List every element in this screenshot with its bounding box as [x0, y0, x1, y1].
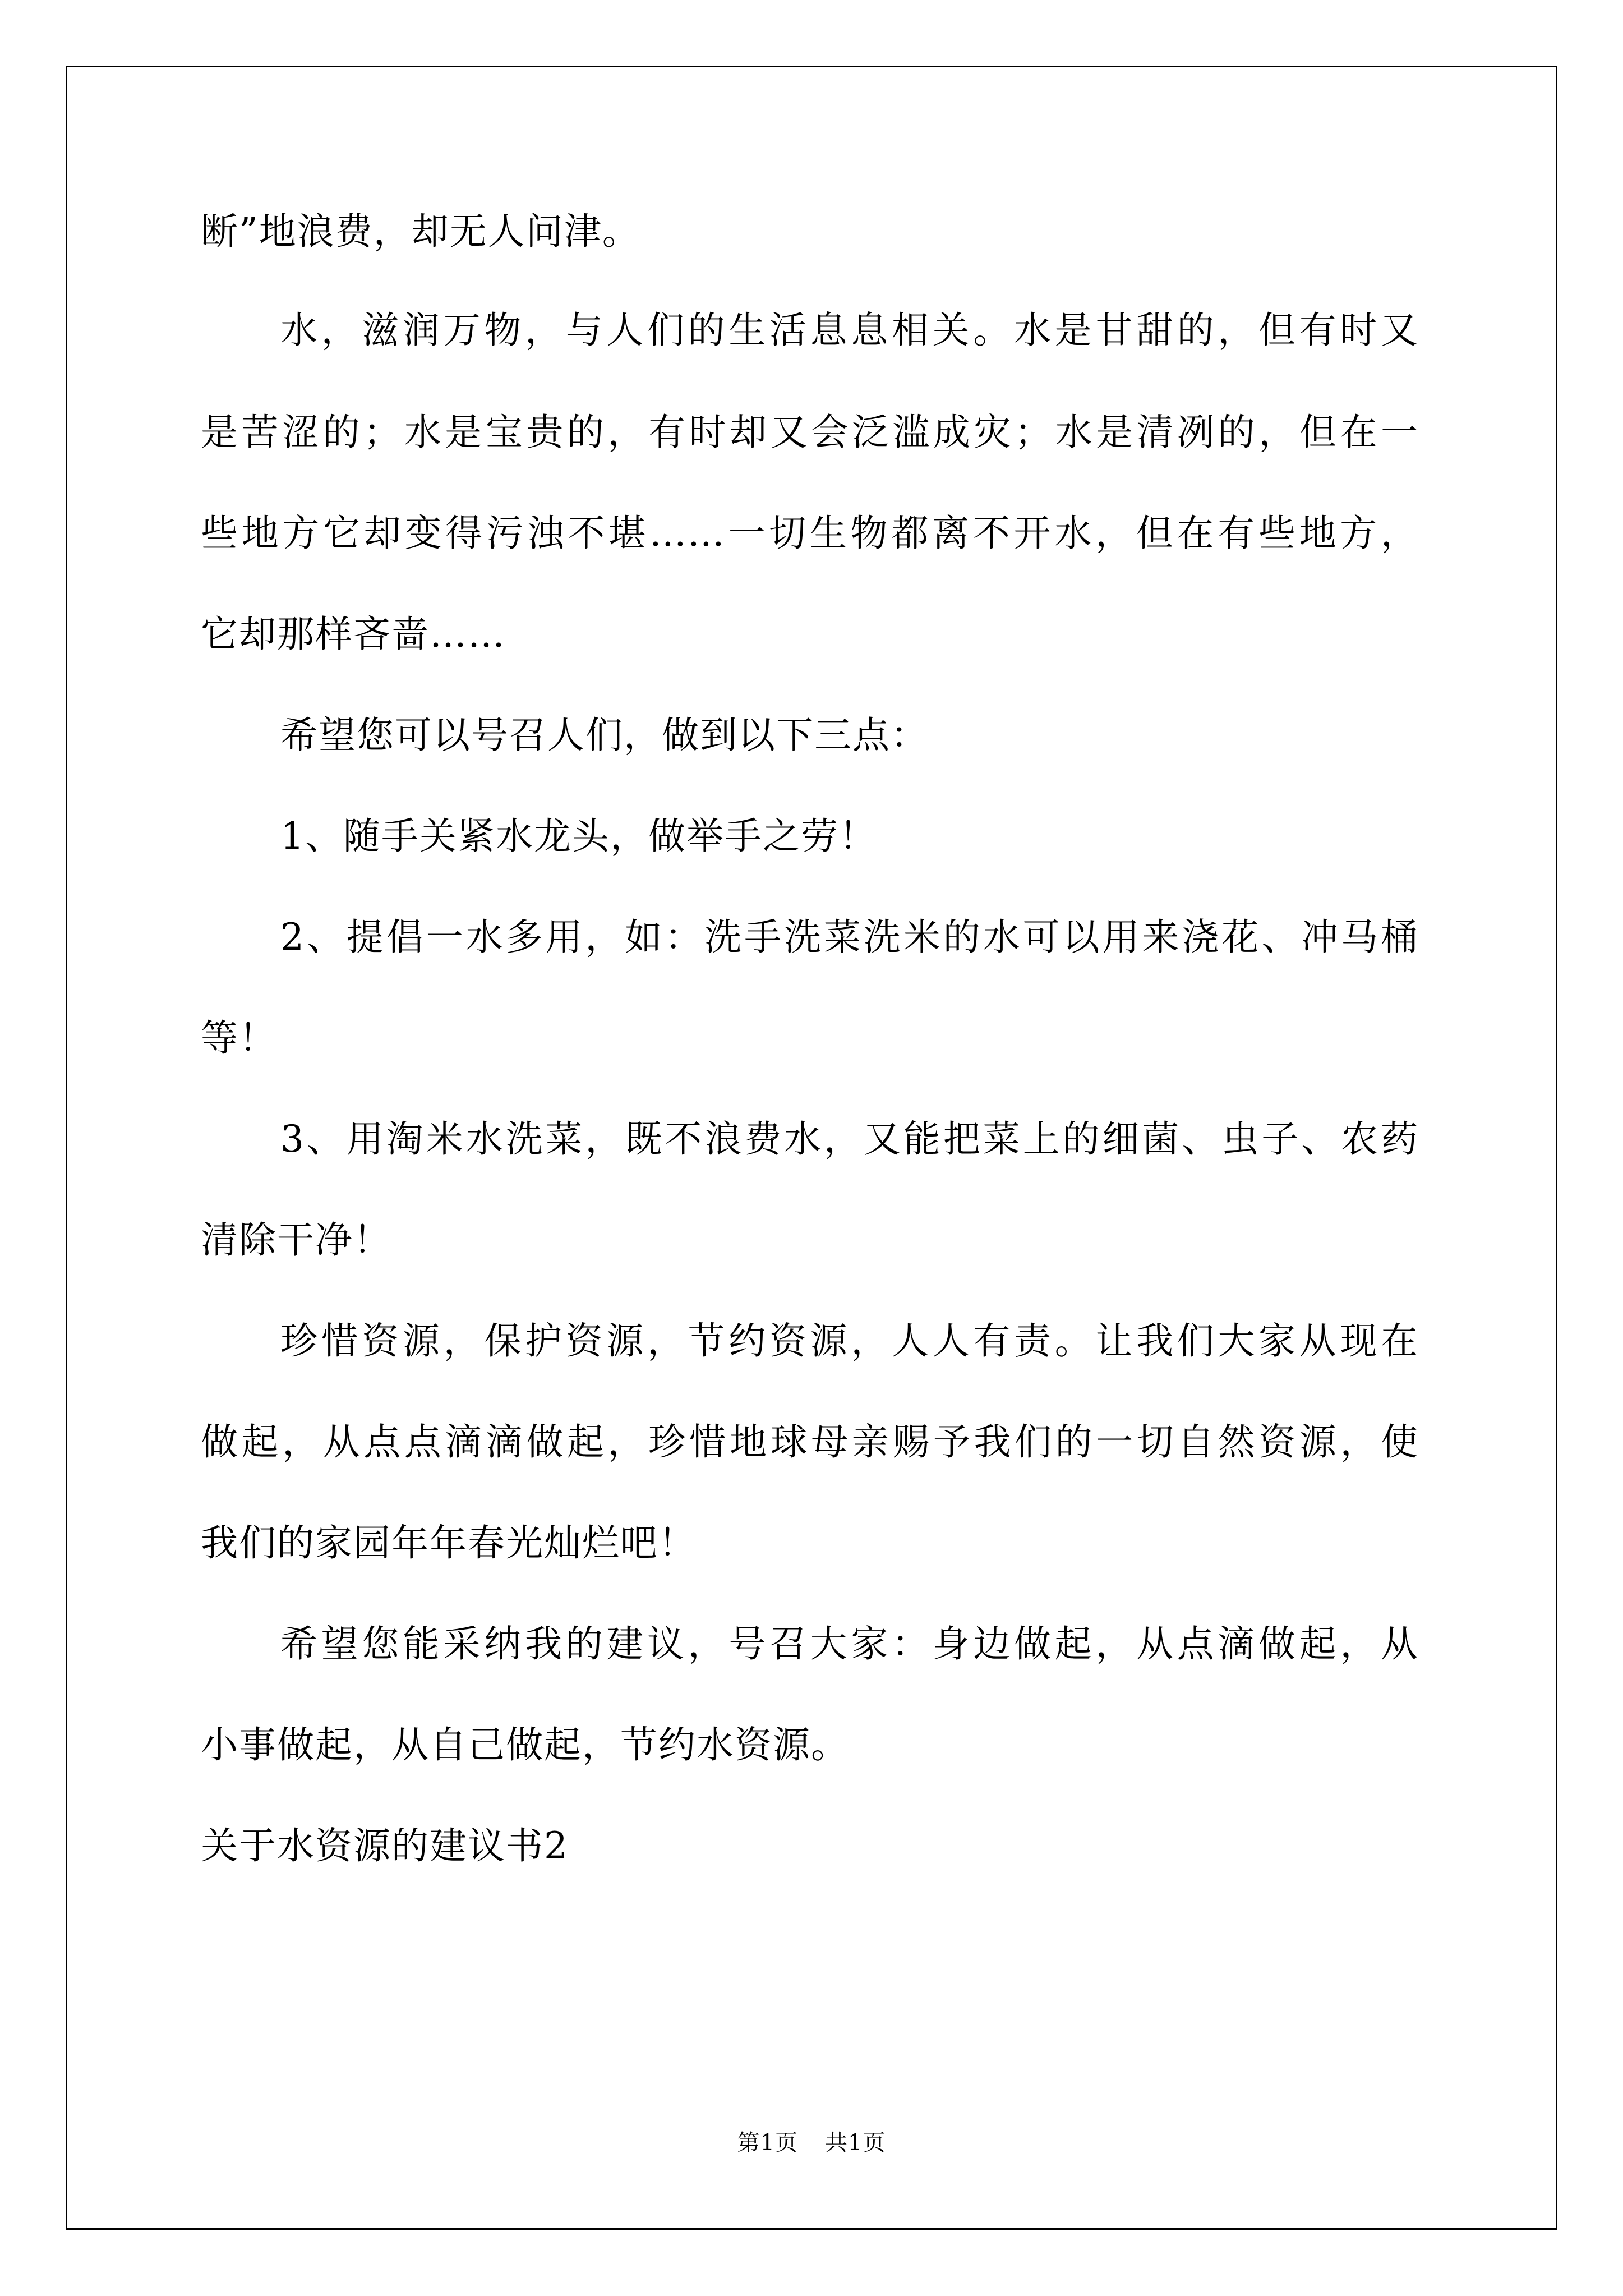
text-line: 些地方它却变得污浊不堪……一切生物都离不开水，但在有些地方，	[201, 512, 1419, 555]
text-line: 做起，从点点滴滴做起，珍惜地球母亲赐予我们的一切自然资源，使	[201, 1420, 1419, 1464]
list-item: 2、提倡一水多用，如：洗手洗菜洗米的水可以用来浇花、冲马桶	[280, 915, 1419, 959]
text-line: 等！	[201, 1016, 277, 1060]
section-heading: 关于水资源的建议书2	[201, 1824, 569, 1867]
text-line: 希望您能采纳我的建议，号召大家：身边做起，从点滴做起，从	[280, 1622, 1419, 1665]
text-line: 它却那样吝啬……	[201, 613, 506, 656]
text-line: 清除干净！	[201, 1218, 391, 1262]
text-line: 我们的家园年年春光灿烂吧！	[201, 1521, 697, 1565]
text-line: 小事做起，从自己做起，节约水资源。	[201, 1723, 849, 1766]
text-line: 是苦涩的；水是宝贵的，有时却又会泛滥成灾；水是清冽的，但在一	[201, 411, 1419, 454]
page-number: 第1页	[737, 2130, 798, 2156]
text-line: 断”地浪费，却无人问津。	[201, 210, 640, 253]
text-line: 水，滋润万物，与人们的生活息息相关。水是甘甜的，但有时又	[280, 309, 1419, 352]
page-footer	[0, 2132, 1623, 2154]
text-line: 珍惜资源，保护资源，节约资源，人人有责。让我们大家从现在	[280, 1319, 1419, 1363]
text-line: 希望您可以号召人们，做到以下三点：	[280, 714, 929, 757]
page-total: 共1页	[825, 2130, 886, 2156]
list-item: 1、随手关紧水龙头，做举手之劳！	[280, 815, 877, 858]
list-item: 3、用淘米水洗菜，既不浪费水，又能把菜上的细菌、虫子、农药	[280, 1117, 1419, 1161]
